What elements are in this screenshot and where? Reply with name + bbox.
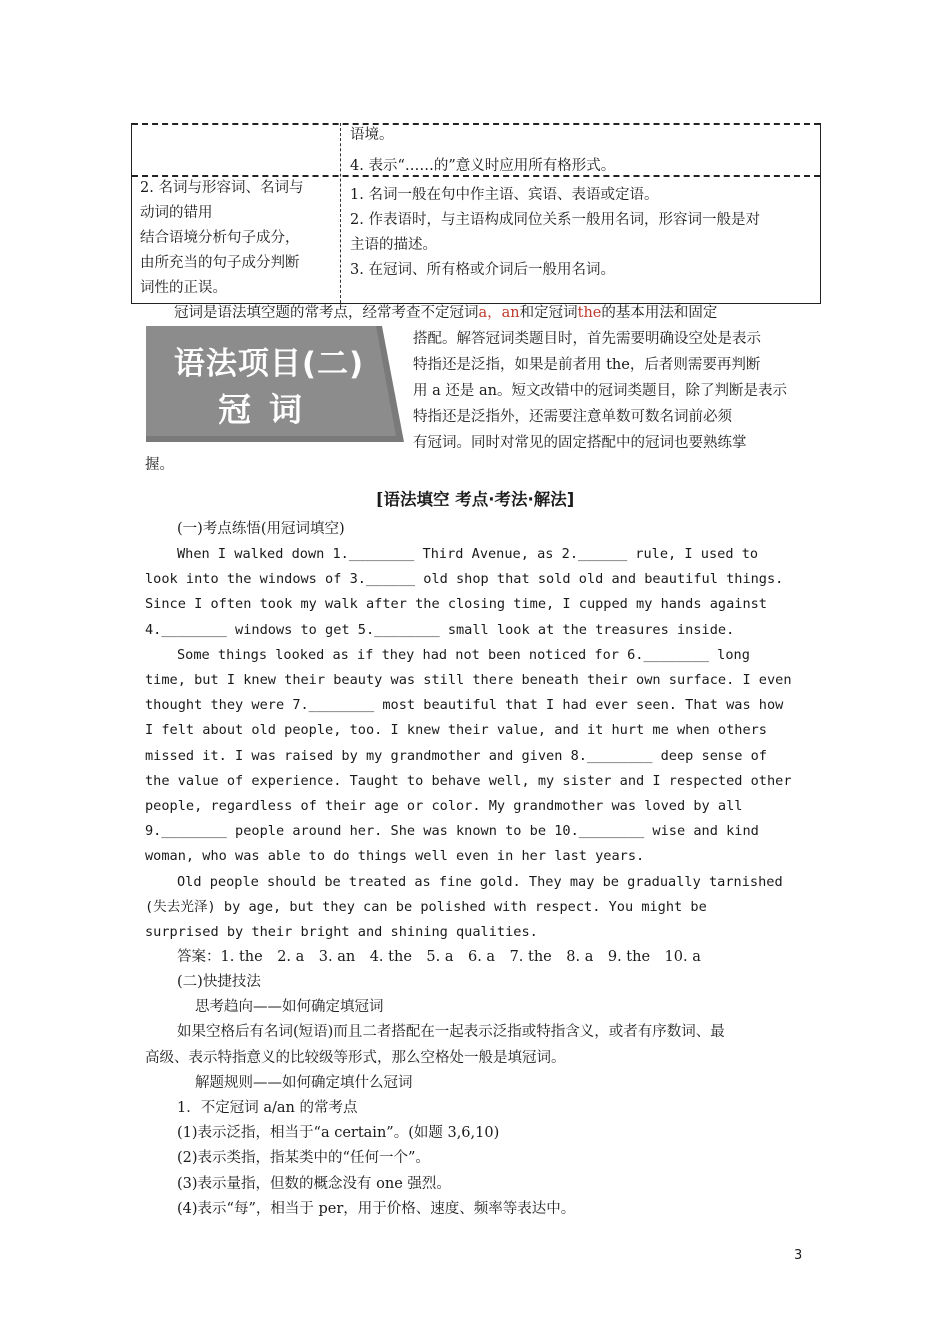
think-title: 思考趋向——如何确定填冠词 [195, 999, 384, 1016]
section-title [0, 486, 950, 510]
intro-text: 和定冠词 [519, 305, 578, 321]
intro-line: 特指还是泛指外，还需要注意单数可数名词前必须 [413, 409, 732, 425]
rule-subitem: (1)表示泛指，相当于“a certain”。(如题 3,6,10) [177, 1125, 500, 1142]
passage-line: 9.________ people around her. She was known to be 10.________ wise and kind [145, 823, 759, 840]
table-column-divider [340, 123, 341, 303]
intro-highlight: the [577, 305, 602, 321]
summary-table [131, 123, 821, 304]
passage-line: (失去光泽) by age, but they can be polished with respect. You might be [145, 898, 707, 915]
passage-line: Some things looked as if they had not been noticed for 6.________ long [177, 646, 750, 663]
intro-text: 冠词是语法填空题的常考点，经常考查不定冠词 [174, 305, 479, 321]
table-text-line: 4. 表示“……的”意义时应用所有格形式。 [350, 158, 616, 174]
exercise-passage [145, 542, 805, 945]
table-row2-left [140, 176, 336, 301]
intro-line: 用 a 还是 an。短文改错中的冠词类题目，除了判断是表示 [413, 383, 787, 399]
think-body-line: 如果空格后有名词(短语)而且二者搭配在一起表示泛指或特指含义，或者有序数词、最 [177, 1024, 725, 1041]
table-text-line: 词性的正误。 [140, 280, 227, 296]
passage-line: look into the windows of 3.______ old shop that sold old and beautiful things. [145, 571, 784, 588]
intro-line: 搭配。解答冠词类题目时，首先需要明确设空处是表示 [413, 331, 761, 347]
rule-item: 1．不定冠词 a/an 的常考点 [177, 1100, 358, 1117]
exercise-heading [145, 517, 805, 542]
intro-last-line: 握。 [145, 457, 174, 473]
table-text-line: 语境。 [350, 127, 394, 143]
section-title-part2: 考点·考法·解法] [455, 490, 575, 509]
intro-first-line [174, 300, 814, 326]
passage-line: surprised by their bright and shining qualities. [145, 924, 538, 941]
table-text-line: 动词的错用 [140, 205, 213, 221]
rule-subitem: (3)表示量指，但数的概念没有 one 强烈。 [177, 1175, 451, 1192]
answer-text: 答案：1. the 2. a 3. an 4. the 5. a 6. a 7. the 8. a 9. the 10. a [177, 949, 701, 965]
tips-section [145, 970, 805, 1222]
passage-line: the value of experience. Taught to behave well, my sister and I respected other [145, 772, 792, 789]
passage-line: time, but I knew their beauty was still there beneath their own surface. I even [145, 672, 792, 689]
banner-title-line1: 语法项目(二) [173, 346, 365, 382]
intro-line: 特指还是泛指，如果是前者用 the，后者则需要再判断 [413, 357, 761, 373]
tips-heading: (二)快捷技法 [177, 974, 261, 990]
chapter-banner [146, 326, 404, 442]
table-row2-right [350, 183, 812, 283]
table-text-line: 结合语境分析句子成分， [140, 230, 300, 246]
passage-line: Since I often took my walk after the closing time, I cupped my hands against [145, 596, 767, 613]
passage-line: woman, who was able to do things well even in her last years. [145, 848, 645, 865]
table-text-line: 主语的描述。 [350, 237, 437, 253]
intro-wrap-text [413, 326, 813, 456]
rule-subitem: (4)表示“每”，相当于 per，用于价格、速度、频率等表达中。 [177, 1200, 576, 1217]
table-row1-right [350, 123, 810, 179]
banner-title-line2: 冠词 [218, 390, 320, 429]
page-number: 3 [794, 1248, 803, 1263]
table-text-line: 2. 作表语时，与主语构成同位关系一般用名词，形容词一般是对 [350, 212, 760, 228]
think-body-line: 高级、表示特指意义的比较级等形式，那么空格处一般是填冠词。 [145, 1049, 566, 1066]
answer-key [145, 945, 805, 970]
passage-line: missed it. I was raised by my grandmother and given 8.________ deep sense of [145, 747, 767, 764]
passage-line: 4.________ windows to get 5.________ small look at the treasures inside. [145, 621, 735, 638]
intro-text: 的基本用法和固定 [601, 305, 718, 321]
table-text-line: 3. 在冠词、所有格或介词后一般用名词。 [350, 262, 615, 278]
passage-line: Old people should be treated as fine gold. They may be gradually tarnished [177, 873, 783, 890]
rule-subitem: (2)表示类指，指某类中的“任何一个”。 [177, 1150, 430, 1167]
section-title-part1: [语法填空 [375, 490, 450, 509]
passage-line: thought they were 7.________ most beautiful that I had ever seen. That was how [145, 697, 784, 714]
intro-line: 有冠词。同时对常见的固定搭配中的冠词也要熟练掌 [413, 435, 747, 451]
exercise-heading-text: (一)考点练悟(用冠词填空) [177, 521, 345, 537]
table-text-line: 1. 名词一般在句中作主语、宾语、表语或定语。 [350, 187, 659, 203]
rule-title: 解题规则——如何确定填什么冠词 [195, 1074, 413, 1091]
passage-line: When I walked down 1.________ Third Avenue, as 2.______ rule, I used to [177, 546, 759, 562]
table-text-line: 2. 名词与形容词、名词与 [140, 180, 304, 196]
passage-line: I felt about old people, too. I knew their value, and it hurt me when others [145, 722, 767, 739]
intro-highlight: a，an [478, 305, 520, 321]
passage-line: people, regardless of their age or color. My grandmother was loved by all [145, 798, 743, 815]
table-text-line: 由所充当的句子成分判断 [140, 255, 300, 271]
